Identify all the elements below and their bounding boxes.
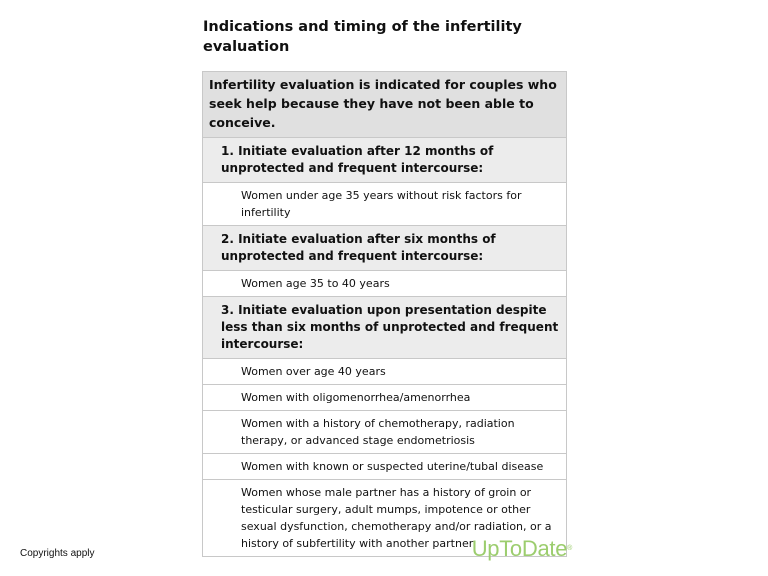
list-item: Women with a history of chemotherapy, radiation therapy, or advanced stage endometriosis — [203, 411, 567, 454]
table-header-cell: Infertility evaluation is indicated for couples who seek help because they have not been able to conceive. — [203, 72, 567, 138]
table-row — [203, 226, 567, 271]
table-row — [203, 385, 567, 411]
list-item: Women with oligomenorrhea/amenorrhea — [203, 385, 567, 411]
table-row — [203, 297, 567, 359]
copyright-notice: Copyrights apply — [20, 548, 95, 559]
table-row — [203, 359, 567, 385]
list-item: Women with known or suspected uterine/tubal disease — [203, 454, 567, 480]
section-heading: 2. Initiate evaluation after six months of unprotected and frequent intercourse: — [203, 226, 567, 271]
page-title: Indications and timing of the infertility evaluation — [203, 19, 522, 55]
table-row — [203, 411, 567, 454]
section-heading: 1. Initiate evaluation after 12 months of unprotected and frequent intercourse: — [203, 138, 567, 183]
table-row — [203, 480, 567, 557]
registered-mark: ® — [567, 545, 572, 552]
list-item-last — [203, 480, 572, 561]
table-row — [203, 454, 567, 480]
list-item: Women under age 35 years without risk factors for infertility — [203, 183, 567, 226]
logo-text: UpToDate — [471, 536, 568, 561]
list-item-text: Women whose male partner has a history of groin or testicular surgery, adult mumps, impotence or other sexual dysfunction, chemotherapy and/or radiation, or a history of subfertility with another partner — [241, 486, 552, 550]
list-item: Women age 35 to 40 years — [203, 271, 567, 297]
table-row — [203, 72, 567, 138]
uptodate-logo — [472, 538, 572, 560]
infertility-indications-table — [202, 71, 572, 561]
table-row — [203, 271, 567, 297]
section-heading: 3. Initiate evaluation upon presentation despite less than six months of unprotected and frequent intercourse: — [203, 297, 567, 359]
table-row — [203, 138, 567, 183]
table-row — [203, 183, 567, 226]
list-item: Women over age 40 years — [203, 359, 567, 385]
